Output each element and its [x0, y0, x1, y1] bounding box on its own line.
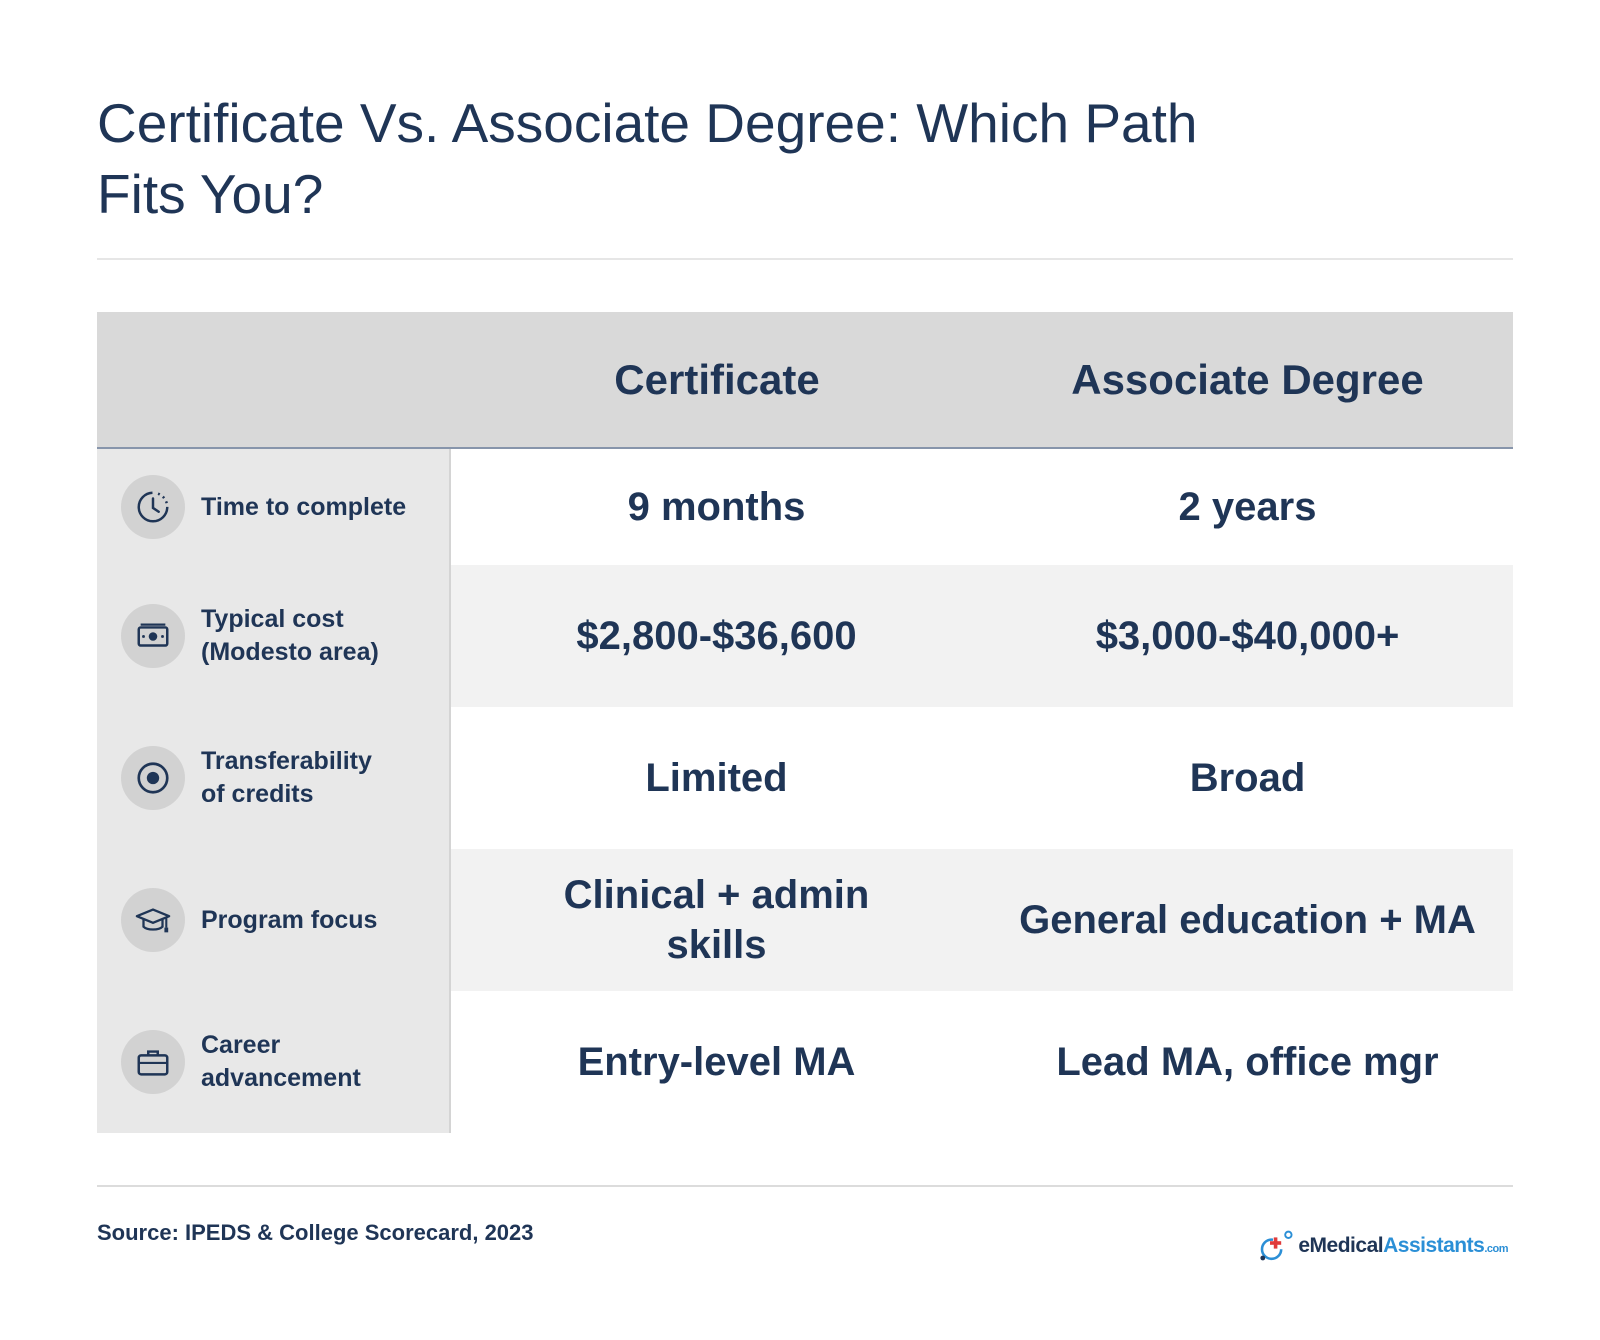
associate-value: $3,000-$40,000+	[982, 565, 1513, 707]
certificate-value: Entry-level MA	[451, 991, 982, 1133]
table-row	[97, 991, 1513, 1133]
column-header-associate: Associate Degree	[1071, 355, 1424, 403]
row-label: Time to complete	[201, 492, 407, 521]
source-note: Source: IPEDS & College Scorecard, 2023	[97, 1220, 534, 1245]
clock-icon	[121, 475, 185, 539]
target-icon	[121, 746, 185, 810]
associate-value: Lead MA, office mgr	[982, 991, 1513, 1133]
briefcase-icon	[121, 1030, 185, 1094]
row-label: Program focus	[201, 905, 378, 934]
row-label: Transferability of credits	[201, 747, 372, 808]
footer-divider	[97, 1185, 1513, 1187]
associate-value: Broad	[982, 707, 1513, 849]
row-label: Typical cost (Modesto area)	[201, 605, 379, 666]
row-label-cell	[97, 991, 451, 1133]
table-header	[97, 312, 1513, 449]
certificate-value: Clinical + admin skills	[451, 849, 982, 991]
certificate-value: 9 months	[451, 449, 982, 565]
logo-prefix: eMedical	[1298, 1234, 1384, 1257]
logo-wordmark	[1298, 1234, 1508, 1258]
logo-suffix: .com	[1484, 1243, 1508, 1255]
column-header-certificate: Certificate	[614, 355, 820, 403]
associate-value: General education + MA	[982, 849, 1513, 991]
row-label-cell	[97, 849, 451, 991]
comparison-table	[97, 312, 1513, 1133]
table-row	[97, 707, 1513, 849]
page-title: Certificate Vs. Associate Degree: Which Path Fits You?	[97, 92, 1198, 225]
graduation-cap-icon	[121, 888, 185, 952]
brand-logo	[1258, 1223, 1508, 1269]
row-label-cell	[97, 707, 451, 849]
logo-name: Assistants	[1383, 1234, 1485, 1257]
row-label-cell	[97, 449, 451, 565]
row-label: Career advancement	[201, 1031, 361, 1092]
table-row	[97, 849, 1513, 991]
title-divider	[97, 258, 1513, 260]
table-row	[97, 565, 1513, 707]
table-row	[97, 449, 1513, 565]
logo-cross-icon	[1258, 1223, 1296, 1269]
certificate-value: Limited	[451, 707, 982, 849]
money-icon	[121, 604, 185, 668]
certificate-value: $2,800-$36,600	[451, 565, 982, 707]
row-label-cell	[97, 565, 451, 707]
associate-value: 2 years	[982, 449, 1513, 565]
